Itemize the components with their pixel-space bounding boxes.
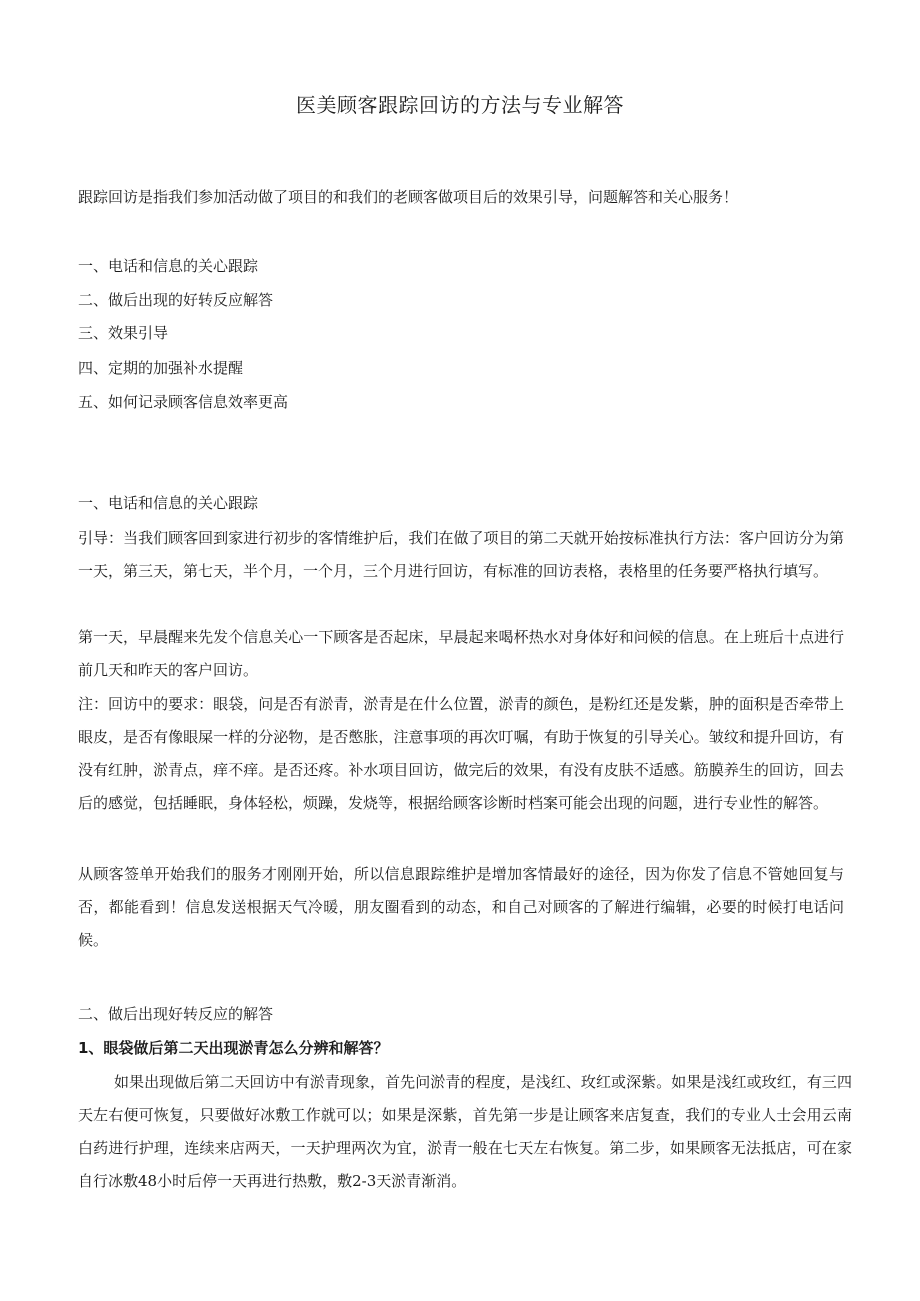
section1-paragraph-day1: 第一天，早晨醒来先发个信息关心一下顾客是否起床，早晨起来喝杯热水对身体好和问候的信息。在上班后十点进行前几天和昨天的客户回访。 <box>78 628 844 679</box>
intro-paragraph: 跟踪回访是指我们参加活动做了项目的和我们的老顾客做项目后的效果引导，问题解答和关心服务！ <box>78 188 739 206</box>
toc-item-1: 一、电话和信息的关心跟踪 <box>78 257 259 275</box>
toc-item-4: 四、定期的加强补水提醒 <box>78 359 244 377</box>
section2-heading: 二、做后出现好转反应的解答 <box>78 1005 274 1023</box>
section1-heading: 一、电话和信息的关心跟踪 <box>78 494 259 512</box>
toc-item-2: 二、做后出现的好转反应解答 <box>78 291 274 309</box>
section2-question-1: 1、眼袋做后第二天出现淤青怎么分辨和解答？ <box>78 1039 389 1057</box>
toc-item-3: 三、效果引导 <box>78 324 169 342</box>
document-title: 医美顾客跟踪回访的方法与专业解答 <box>296 93 624 117</box>
toc-item-5: 五、如何记录顾客信息效率更高 <box>78 393 289 411</box>
section2-answer-1: 如果出现做后第二天回访中有淤青现象，首先问淤青的程度，是浅红、玫红或深紫。如果是浅红或玫红，有三四天左右便可恢复，只要做好冰敷工作就可以；如果是深紫，首先第一步是让顾客来店复查，我们的专业人士会用云南白药进行护理，连续来店两天，一天护理两次为宜，淤青一般在七天左右恢复。第二步，如果顾客无法抵店，可在家自行冰敷48小时后停一天再进行热敷，敷2-3天淤青渐消。 <box>78 1073 852 1190</box>
section1-paragraph-summary: 从顾客签单开始我们的服务才刚刚开始，所以信息跟踪维护是增加客情最好的途径，因为你发了信息不管她回复与否，都能看到！信息发送根据天气冷暖，朋友圈看到的动态，和自己对顾客的了解进行编辑，必要的时候打电话问候。 <box>78 865 844 949</box>
section1-paragraph-guide: 引导：当我们顾客回到家进行初步的客情维护后，我们在做了项目的第二天就开始按标准执行方法：客户回访分为第一天，第三天，第七天，半个月，一个月，三个月进行回访，有标准的回访表格，表格里的任务要严格执行填写。 <box>78 529 844 580</box>
section1-paragraph-note: 注：回访中的要求：眼袋，问是否有淤青，淤青是在什么位置，淤青的颜色，是粉红还是发紫，肿的面积是否牵带上眼皮，是否有像眼屎一样的分泌物，是否憋胀，注意事项的再次叮嘱，有助于恢复的引导关心。皱纹和提升回访，有没有红肿，淤青点，痒不痒。是否还疼。补水项目回访，做完后的效果，有没有皮肤不适感。筋膜养生的回访，回去后的感觉，包括睡眠，身体轻松，烦躁，发烧等，根据给顾客诊断时档案可能会出现的问题，进行专业性的解答。 <box>78 695 844 812</box>
